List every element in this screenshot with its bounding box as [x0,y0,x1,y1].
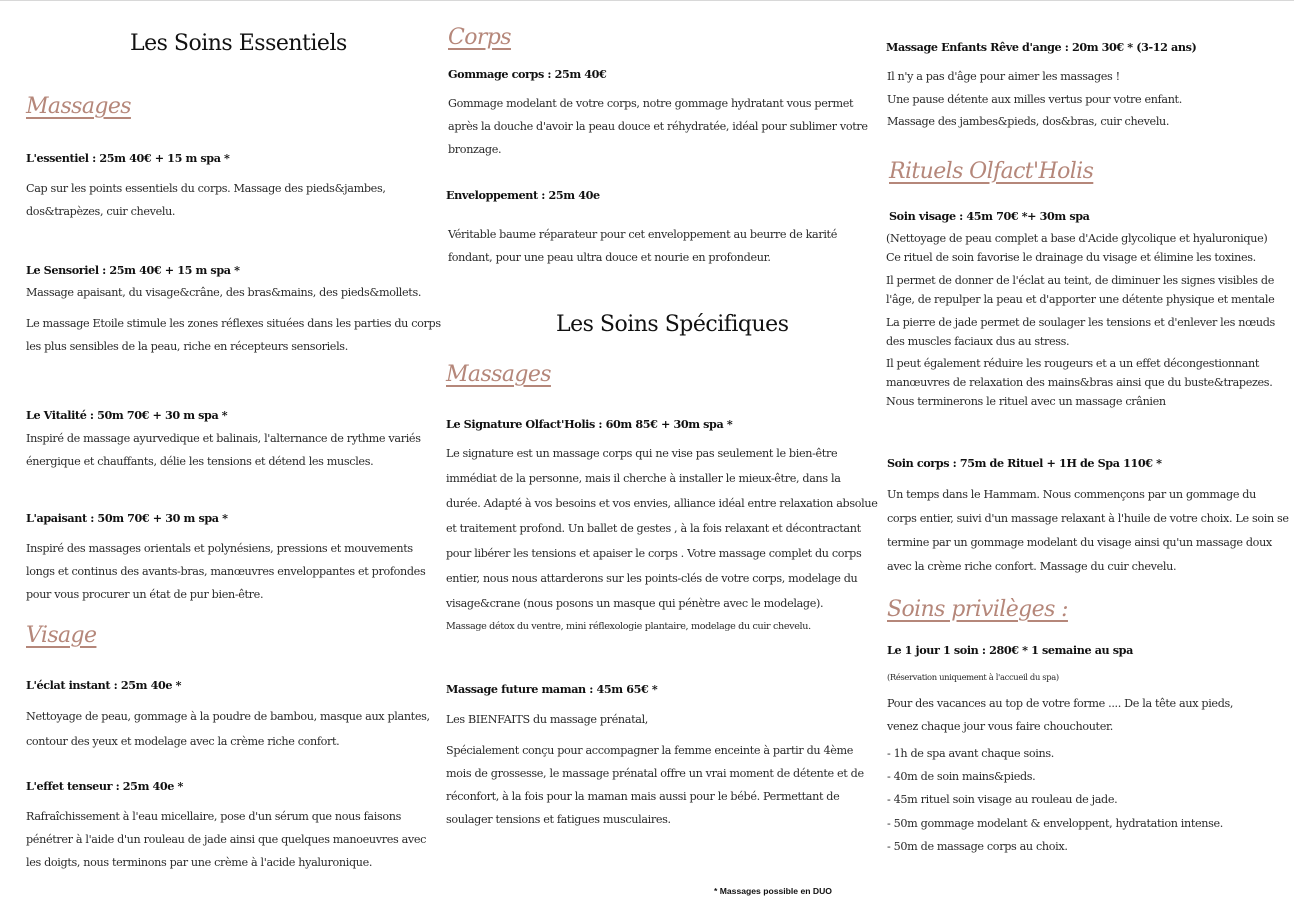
list-item: - 50m gommage modelant & enveloppent, hydratation intense. [887,817,1224,830]
item-gommage-title: Gommage corps : 25m 40€ [448,67,607,81]
list-item: - 45m rituel soin visage au rouleau de jade. [887,793,1118,806]
section-title-soins-essentiels: Les Soins Essentiels [130,31,347,56]
item-soin-visage-desc: l'âge, de repulper la peau et d'apporter une détente physique et mentale [886,293,1275,306]
item-sensoriel-desc: Le massage Etoile stimule les zones réflexes situées dans les parties du corps [26,317,441,330]
item-1jour-desc: venez chaque jour vous faire chouchouter. [887,720,1113,733]
item-soin-visage-desc: Ce rituel de soin favorise le drainage du visage et élimine les toxines. [886,251,1256,264]
list-item: - 40m de soin mains&pieds. [887,770,1036,783]
item-soin-corps-desc: Un temps dans le Hammam. Nous commençons par un gommage du [887,488,1256,501]
item-apaisant-desc: longs et continus des avants-bras, manœuvres enveloppantes et profondes [26,565,426,578]
item-eclat-title: L'éclat instant : 25m 40e * [26,678,182,692]
item-soin-visage-desc: manœuvres de relaxation des mains&bras ainsi que du buste&trapezes. [886,376,1273,389]
item-maman-desc: réconfort, à la fois pour la maman mais aussi pour le bébé. Permettant de [446,790,840,803]
item-soin-corps-desc: termine par un gommage modelant du visage ainsi qu'un massage doux [887,536,1272,549]
item-signature-desc: durée. Adapté à vos besoins et vos envies, alliance idéal entre relaxation absolue [446,497,878,510]
item-enfants-desc: Massage des jambes&pieds, dos&bras, cuir chevelu. [887,115,1170,128]
item-soin-visage-desc: Il permet de donner de l'éclat au teint, de diminuer les signes visibles de [886,274,1274,287]
item-maman-desc: Les BIENFAITS du massage prénatal, [446,713,649,726]
item-apaisant-title: L'apaisant : 50m 70€ + 30 m spa * [26,511,228,525]
item-maman-title: Massage future maman : 45m 65€ * [446,682,658,696]
item-signature-desc: Le signature est un massage corps qui ne vise pas seulement le bien-être [446,447,838,460]
item-sensoriel-title: Le Sensoriel : 25m 40€ + 15 m spa * [26,263,240,277]
item-maman-desc: soulager tensions et fatigues musculaires. [446,813,671,826]
item-sensoriel-desc: Massage apaisant, du visage&crâne, des bras&mains, des pieds&mollets. [26,286,422,299]
item-essentiel-desc: Cap sur les points essentiels du corps. Massage des pieds&jambes, [26,182,386,195]
item-soin-visage-desc: La pierre de jade permet de soulager les tensions et d'enlever les nœuds [886,316,1275,329]
item-signature-desc: entier, nous nous attarderons sur les points-clés de votre corps, modelage du [446,572,858,585]
footnote-duo: * Massages possible en DUO [714,886,832,896]
item-soin-visage-desc: Nous terminerons le rituel avec un massage crânien [886,395,1166,408]
item-vitalite-title: Le Vitalité : 50m 70€ + 30 m spa * [26,408,228,422]
item-tenseur-title: L'effet tenseur : 25m 40e * [26,779,183,793]
heading-massages: Massages [26,94,131,119]
item-soin-visage-title: Soin visage : 45m 70€ *+ 30m spa [889,209,1090,223]
item-signature-title: Le Signature Olfact'Holis : 60m 85€ + 30m spa * [446,417,733,431]
heading-corps: Corps [448,25,511,50]
item-enfants-desc: Une pause détente aux milles vertus pour votre enfant. [887,93,1182,106]
item-signature-desc: et traitement profond. Un ballet de gestes , à la fois relaxant et décontractant [446,522,861,535]
item-enveloppement-desc: fondant, pour une peau ultra douce et nourie en profondeur. [448,251,771,264]
item-maman-desc: Spécialement conçu pour accompagner la femme enceinte à partir du 4ème [446,744,854,757]
item-soin-visage-desc: Il peut également réduire les rougeurs et a un effet décongestionnant [886,357,1259,370]
item-gommage-desc: après la douche d'avoir la peau douce et réhydratée, idéal pour sublimer votre [448,120,868,133]
item-signature-desc: visage&crane (nous posons un masque qui pénètre avec le modelage). [446,597,824,610]
item-signature-desc: immédiat de la personne, mais il cherche à installer le mieux-être, dans la [446,472,841,485]
item-soin-corps-desc: corps entier, suivi d'un massage relaxant à l'huile de votre choix. Le soin se [887,512,1289,525]
list-item: - 1h de spa avant chaque soins. [887,747,1054,760]
item-signature-desc: pour libérer les tensions et apaiser le corps . Votre massage complet du corps [446,547,862,560]
item-gommage-desc: Gommage modelant de votre corps, notre gommage hydratant vous permet [448,97,854,110]
item-tenseur-desc: pénétrer à l'aide d'un rouleau de jade ainsi que quelques manoeuvres avec [26,833,427,846]
item-enfants-title: Massage Enfants Rêve d'ange : 20m 30€ * (3-12 ans) [886,40,1197,54]
heading-massages-specifiques: Massages [446,362,551,387]
heading-rituels: Rituels Olfact'Holis [889,159,1094,184]
heading-soins-privileges: Soins privilèges : [887,597,1068,622]
item-enveloppement-title: Enveloppement : 25m 40e [446,188,600,202]
item-signature-desc: Massage détox du ventre, mini réflexologie plantaire, modelage du cuir chevelu. [446,621,811,632]
reservation-note: (Réservation uniquement à l'accueil du spa) [887,672,1059,682]
section-title-soins-specifiques: Les Soins Spécifiques [556,312,789,337]
heading-visage: Visage [26,623,97,648]
item-vitalite-desc: Inspiré de massage ayurvedique et balinais, l'alternance de rythme variés [26,432,421,445]
item-essentiel-title: L'essentiel : 25m 40€ + 15 m spa * [26,151,230,165]
item-apaisant-desc: pour vous procurer un état de pur bien-être. [26,588,264,601]
item-enfants-desc: Il n'y a pas d'âge pour aimer les massages ! [887,70,1120,83]
item-sensoriel-desc: les plus sensibles de la peau, riche en récepteurs sensoriels. [26,340,348,353]
item-eclat-desc: contour des yeux et modelage avec la crème riche confort. [26,735,340,748]
item-essentiel-desc: dos&trapèzes, cuir chevelu. [26,205,176,218]
item-tenseur-desc: Rafraîchissement à l'eau micellaire, pose d'un sérum que nous faisons [26,810,401,823]
item-1jour-desc: Pour des vacances au top de votre forme .... De la tête aux pieds, [887,697,1234,710]
item-gommage-desc: bronzage. [448,143,502,156]
item-soin-corps-title: Soin corps : 75m de Rituel + 1H de Spa 110€ * [887,456,1162,470]
item-soin-visage-desc: des muscles faciaux dus au stress. [886,335,1070,348]
list-item: - 50m de massage corps au choix. [887,840,1068,853]
item-apaisant-desc: Inspiré des massages orientals et polynésiens, pressions et mouvements [26,542,413,555]
item-tenseur-desc: les doigts, nous terminons par une crème à l'acide hyaluronique. [26,856,373,869]
item-soin-visage-desc: (Nettoyage de peau complet a base d'Acide glycolique et hyaluronique) [886,232,1268,245]
item-eclat-desc: Nettoyage de peau, gommage à la poudre de bambou, masque aux plantes, [26,710,430,723]
item-enveloppement-desc: Véritable baume réparateur pour cet enveloppement au beurre de karité [448,228,837,241]
item-1jour-title: Le 1 jour 1 soin : 280€ * 1 semaine au spa [887,643,1133,657]
item-vitalite-desc: énergique et chauffants, délie les tensions et détend les muscles. [26,455,374,468]
item-maman-desc: mois de grossesse, le massage prénatal offre un vrai moment de détente et de [446,767,864,780]
item-soin-corps-desc: avec la crème riche confort. Massage du cuir chevelu. [887,560,1177,573]
